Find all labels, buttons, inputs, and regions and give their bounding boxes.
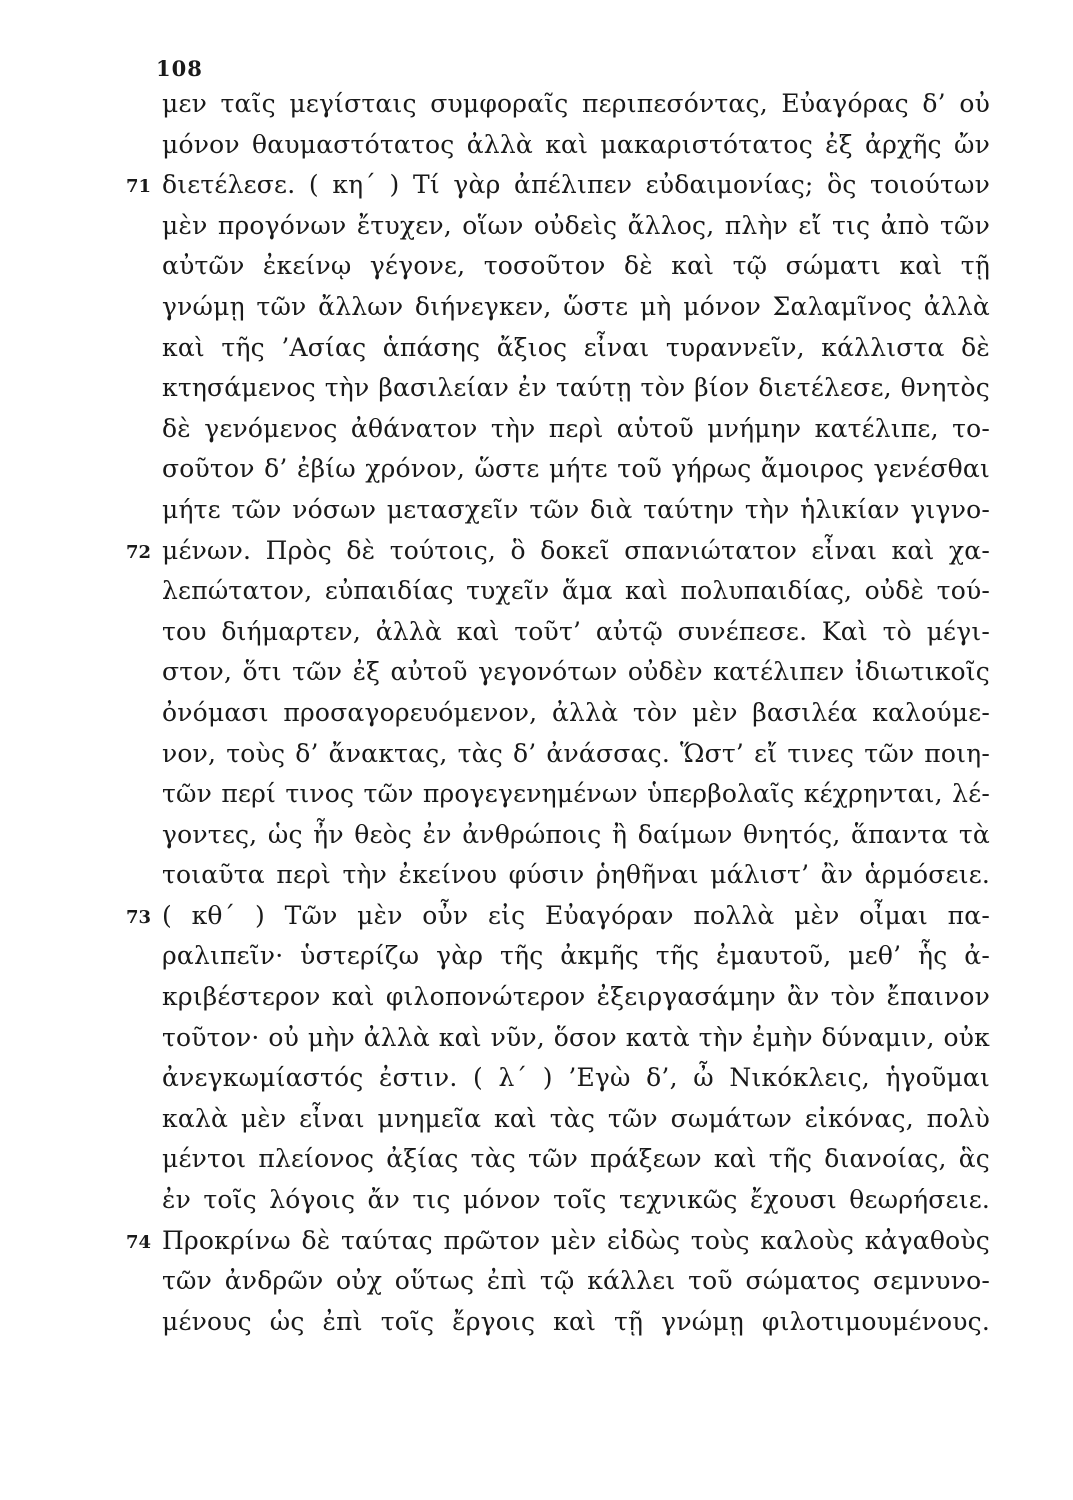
line-text: μόνον θαυμαστότατος ἀλλὰ καὶ μακαριστότατος ἐξ ἀρχῆς ὤν bbox=[162, 129, 990, 159]
text-line bbox=[0, 571, 1073, 612]
text-line bbox=[0, 368, 1073, 409]
text-line bbox=[0, 490, 1073, 531]
line-text: ραλιπεῖν· ὑστερίζω γὰρ τῆς ἀκμῆς τῆς ἐμαυτοῦ, μεθ’ ἧς ἀ- bbox=[162, 941, 990, 971]
text-line bbox=[0, 1180, 1073, 1221]
page-number: 108 bbox=[156, 56, 203, 81]
line-text: μένων. Πρὸς δὲ τούτοις, ὃ δοκεῖ σπανιώτατον εἶναι καὶ χα- bbox=[162, 535, 990, 565]
text-line bbox=[0, 936, 1073, 977]
line-text: τῶν περί τινος τῶν προγεγενημένων ὑπερβολαῖς κέχρηνται, λέ- bbox=[162, 779, 990, 809]
line-text: αὐτῶν ἐκείνῳ γέγονε, τοσοῦτον δὲ καὶ τῷ σώματι καὶ τῇ bbox=[162, 251, 990, 281]
body-text bbox=[0, 84, 1073, 1342]
line-text: ( κθ΄ ) Τῶν μὲν οὖν εἰς Εὐαγόραν πολλὰ μὲν οἶμαι πα- bbox=[162, 900, 990, 930]
line-text: κριβέστερον καὶ φιλοπονώτερον ἐξειργασάμην ἂν τὸν ἔπαινον bbox=[162, 982, 990, 1012]
line-text: στον, ὅτι τῶν ἐξ αὐτοῦ γεγονότων οὐδὲν κατέλιπεν ἰδιωτικοῖς bbox=[162, 657, 990, 687]
section-number: 72 bbox=[126, 541, 152, 563]
section-number: 71 bbox=[126, 176, 152, 198]
line-text: νον, τοὺς δ’ ἄνακτας, τὰς δ’ ἀνάσσας. Ὥστ’ εἴ τινες τῶν ποιη- bbox=[162, 738, 990, 768]
text-line bbox=[0, 1018, 1073, 1059]
line-text: μήτε τῶν νόσων μετασχεῖν τῶν διὰ ταύτην τὴν ἡλικίαν γιγνο- bbox=[162, 494, 990, 524]
text-line bbox=[0, 287, 1073, 328]
text-line bbox=[0, 774, 1073, 815]
text-line bbox=[0, 328, 1073, 369]
text-line bbox=[0, 1058, 1073, 1099]
line-text: γοντες, ὡς ἦν θεὸς ἐν ἀνθρώποις ἢ δαίμων θνητός, ἅπαντα τὰ bbox=[162, 819, 990, 849]
text-line bbox=[0, 165, 1073, 206]
line-text: καλὰ μὲν εἶναι μνημεῖα καὶ τὰς τῶν σωμάτων εἰκόνας, πολὺ bbox=[162, 1103, 990, 1133]
line-text: διετέλεσε. ( κη΄ ) Τί γὰρ ἀπέλιπεν εὐδαιμονίας; ὃς τοιούτων bbox=[162, 170, 990, 200]
line-text: μὲν προγόνων ἔτυχεν, οἵων οὐδεὶς ἄλλος, πλὴν εἴ τις ἀπὸ τῶν bbox=[162, 210, 990, 240]
line-text: σοῦτον δ’ ἐβίω χρόνον, ὥστε μήτε τοῦ γήρως ἄμοιρος γενέσθαι bbox=[162, 454, 990, 484]
text-line bbox=[0, 84, 1073, 125]
text-line bbox=[0, 1302, 1073, 1343]
text-line bbox=[0, 1261, 1073, 1302]
text-line bbox=[0, 652, 1073, 693]
text-line bbox=[0, 246, 1073, 287]
text-line bbox=[0, 815, 1073, 856]
line-text: ὀνόμασι προσαγορευόμενον, ἀλλὰ τὸν μὲν βασιλέα καλούμε- bbox=[162, 697, 990, 727]
text-line bbox=[0, 977, 1073, 1018]
line-text: τοῦτον· οὐ μὴν ἀλλὰ καὶ νῦν, ὅσον κατὰ τὴν ἐμὴν δύναμιν, οὐκ bbox=[162, 1022, 990, 1052]
line-text: ἀνεγκωμίαστός ἐστιν. ( λ΄ ) ’Εγὼ δ’, ὦ Νικόκλεις, ἡγοῦμαι bbox=[162, 1063, 990, 1093]
section-number: 73 bbox=[126, 906, 152, 928]
line-text: τοιαῦτα περὶ τὴν ἐκείνου φύσιν ῥηθῆναι μάλιστ’ ἂν ἁρμόσειε. bbox=[162, 860, 990, 890]
text-line bbox=[0, 449, 1073, 490]
text-line bbox=[0, 1221, 1073, 1262]
text-line bbox=[0, 1099, 1073, 1140]
line-text: γνώμῃ τῶν ἄλλων διήνεγκεν, ὥστε μὴ μόνον Σαλαμῖνος ἀλλὰ bbox=[162, 291, 990, 321]
line-text: τῶν ἀνδρῶν οὐχ οὕτως ἐπὶ τῷ κάλλει τοῦ σώματος σεμνυνο- bbox=[162, 1266, 990, 1296]
text-line bbox=[0, 693, 1073, 734]
line-text: Προκρίνω δὲ ταύτας πρῶτον μὲν εἰδὼς τοὺς καλοὺς κἀγαθοὺς bbox=[162, 1225, 990, 1255]
line-text: του διήμαρτεν, ἀλλὰ καὶ τοῦτ’ αὐτῷ συνέπεσε. Καὶ τὸ μέγι- bbox=[162, 616, 990, 646]
line-text: μένους ὡς ἐπὶ τοῖς ἔργοις καὶ τῇ γνώμῃ φιλοτιμουμένους. bbox=[162, 1306, 990, 1336]
line-text: δὲ γενόμενος ἀθάνατον τὴν περὶ αὑτοῦ μνήμην κατέλιπε, το- bbox=[162, 413, 990, 443]
text-line bbox=[0, 855, 1073, 896]
text-line bbox=[0, 734, 1073, 775]
text-line bbox=[0, 1139, 1073, 1180]
section-number: 74 bbox=[126, 1231, 152, 1253]
line-text: ἐν τοῖς λόγοις ἄν τις μόνον τοῖς τεχνικῶς ἔχουσι θεωρήσειε. bbox=[162, 1185, 990, 1215]
text-line bbox=[0, 896, 1073, 937]
text-line bbox=[0, 206, 1073, 247]
line-text: μέντοι πλείονος ἀξίας τὰς τῶν πράξεων καὶ τῆς διανοίας, ἃς bbox=[162, 1144, 990, 1174]
text-line bbox=[0, 409, 1073, 450]
text-line bbox=[0, 531, 1073, 572]
line-text: μεν ταῖς μεγίσταις συμφοραῖς περιπεσόντας, Εὐαγόρας δ’ οὐ bbox=[162, 89, 990, 118]
text-line bbox=[0, 612, 1073, 653]
line-text: καὶ τῆς ’Ασίας ἁπάσης ἄξιος εἶναι τυραννεῖν, κάλλιστα δὲ bbox=[162, 332, 990, 362]
line-text: λεπώτατον, εὐπαιδίας τυχεῖν ἅμα καὶ πολυπαιδίας, οὐδὲ τού- bbox=[162, 576, 990, 606]
text-line bbox=[0, 125, 1073, 166]
line-text: κτησάμενος τὴν βασιλείαν ἐν ταύτῃ τὸν βίον διετέλεσε, θνητὸς bbox=[162, 373, 990, 403]
